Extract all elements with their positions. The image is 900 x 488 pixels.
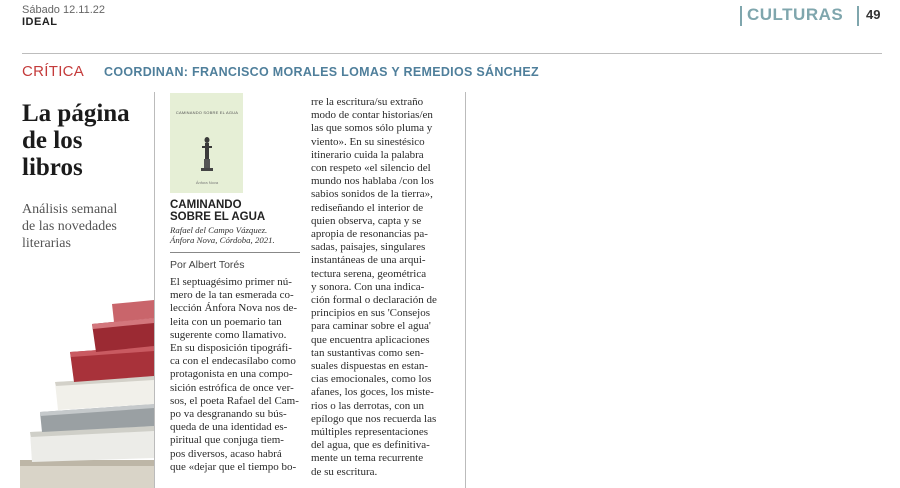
header-rule: [22, 53, 882, 54]
page-title: [22, 100, 157, 181]
review-text-line: quien observa, capta y se: [311, 214, 422, 227]
review-text-line: que encuentra aplicaciones: [311, 333, 430, 346]
page-subtitle: [22, 201, 152, 252]
review-text-line: tectura serena, geométrica: [311, 267, 427, 280]
review-text-line: y sonora. Con una indica-: [311, 280, 425, 293]
review-text-line: sos, el poeta Rafael del Cam-: [170, 394, 299, 407]
review-text-line: de su escritura.: [311, 465, 378, 478]
review-text-line: piritual que conjuga tiem-: [170, 434, 284, 447]
book-stack-illustration: [0, 300, 154, 488]
review-text-line: con respeto «el silencio del: [311, 162, 431, 175]
review-text-line: apropia de resonancias pa-: [311, 228, 428, 241]
book-title: [170, 199, 300, 223]
page-title-line: de los: [22, 127, 83, 154]
category-label: CRÍTICA: [22, 63, 85, 80]
review-text-line: epílogo que nos recuerda las: [311, 412, 437, 425]
page-number-divider: [857, 6, 859, 26]
publication-name: IDEAL: [22, 16, 58, 28]
review-text-line: sugerente como llamativo.: [170, 328, 287, 341]
book-title-line: CAMINANDO: [170, 199, 242, 211]
book-info: [170, 225, 300, 245]
review-text-line: cias emocionales, como los: [311, 373, 432, 386]
review-text-line: múltiples representaciones: [311, 426, 428, 439]
review-text-line: instantáneas de una arqui-: [311, 254, 426, 267]
book-info-rule: [170, 252, 300, 253]
review-text-line: rediseñando el interior de: [311, 201, 424, 214]
review-text-line: sición estrófica de once ver-: [170, 381, 294, 394]
review-text-line: El septuagésimo primer nú-: [170, 276, 292, 288]
review-text-line: En su disposición tipográfi-: [170, 342, 292, 355]
page-subtitle-line: de las novedades: [22, 219, 117, 234]
book-info-line: Rafael del Campo Vázquez.: [170, 225, 268, 235]
review-text-line: lección Ánfora Nova nos de-: [170, 302, 298, 315]
book-cover-brand: Ánfora Nova: [195, 180, 219, 185]
section-title: CULTURAS: [747, 5, 844, 24]
book-title-line: SOBRE EL AGUA: [170, 211, 266, 223]
review-text-line: suales dispuestas en estan-: [311, 360, 428, 373]
review-text-line: del agua, que es definitiva-: [311, 439, 430, 452]
review-text-line: leita con un poemario tan: [170, 315, 282, 328]
page-subtitle-line: Análisis semanal: [22, 202, 118, 217]
review-text-line: po va desgranando su bús-: [170, 408, 287, 421]
review-byline: Por Albert Torés: [170, 259, 245, 271]
header-date: Sábado 12.11.22: [22, 4, 105, 16]
page-subtitle-line: literarias: [22, 236, 71, 251]
page-title-line: libros: [22, 154, 83, 181]
review-text-line: rre la escritura/su extraño: [311, 96, 424, 108]
section-divider: [740, 6, 742, 26]
review-text-column-2: [311, 96, 446, 479]
review-text-line: afanes, los goces, los miste-: [311, 386, 434, 399]
review-text-line: itinerario cuida la palabra: [311, 148, 424, 161]
column-divider: [465, 92, 466, 488]
review-text-line: para caminar sobre el agua': [311, 320, 431, 333]
review-text-line: sabios sonidos de la tierra»,: [311, 188, 433, 201]
review-text-line: viento». En su sinestésico: [311, 135, 425, 148]
book-cover-figure-icon: [197, 136, 217, 172]
review-text-line: las que somos sólo pluma y: [311, 122, 433, 135]
review-text-line: rios o las derrotas, con un: [311, 399, 425, 412]
review-text-line: ción formal o declaración de: [311, 294, 437, 307]
page-number: 49: [866, 7, 881, 22]
review-text-line: tan sustantivas como sen-: [311, 346, 424, 359]
review-text-column-1: [170, 276, 301, 474]
review-text-line: mundo nos hablaba /con los: [311, 175, 434, 188]
review-text-line: pos diversos, acaso habrá: [170, 447, 282, 460]
book-cover-title: CAMINANDO SOBRE EL AGUA: [175, 110, 239, 115]
page-title-line: La página: [22, 100, 130, 127]
review-text-line: que «dejar que el tiempo bo-: [170, 460, 297, 473]
review-text-line: principios en sus 'Consejos: [311, 307, 431, 320]
column-divider: [154, 92, 155, 488]
review-text-line: mero de la tan esmerada co-: [170, 289, 294, 302]
review-text-line: mente un tema recurrente: [311, 452, 424, 465]
review-text-line: queda de una identidad es-: [170, 421, 288, 434]
review-text-line: sadas, paisajes, singulares: [311, 241, 426, 254]
coordinators-line: COORDINAN: FRANCISCO MORALES LOMAS Y REMEDIOS SÁNCHEZ: [104, 65, 539, 79]
review-text-line: protagonista en una compo-: [170, 368, 293, 381]
review-text-line: ca con el endecasílabo como: [170, 355, 296, 368]
book-info-line: Ánfora Nova, Córdoba, 2021.: [170, 235, 275, 245]
review-text-line: modo de contar historias/en: [311, 109, 433, 122]
